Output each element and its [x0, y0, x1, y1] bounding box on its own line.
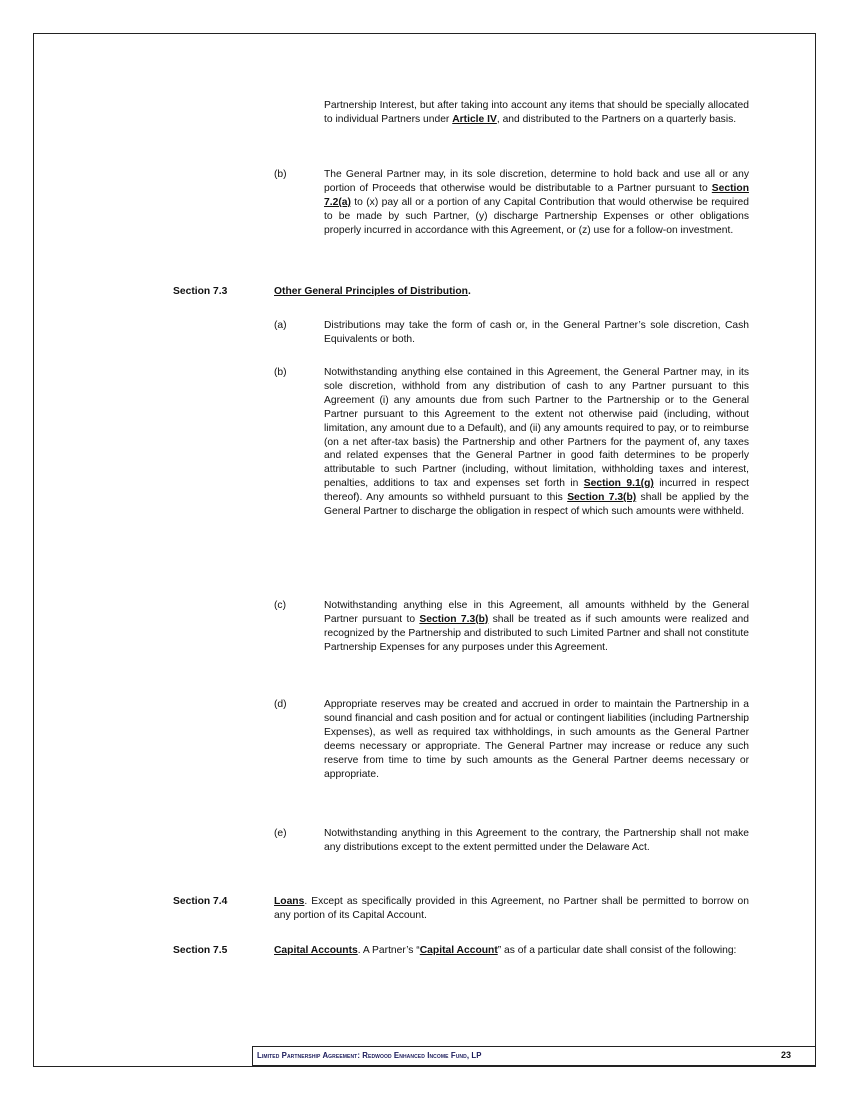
section-title: Other General Principles of Distribution — [274, 286, 468, 297]
section-number: Section 7.3 — [173, 286, 228, 297]
clause-label: (d) — [274, 699, 287, 710]
page-number: 23 — [780, 1050, 791, 1060]
clause-label: (a) — [274, 320, 287, 331]
section-ref[interactable]: Section 9.1(g) — [583, 478, 654, 490]
clause-text: The General Partner may, in its sole discretion, determine to hold back and use all or any portion of Proceeds that otherwise would be distributable to a Partner pursuant to Section 7.2(a) to (x) pay all or a portion of any Capital Contribution that would otherwise be required to be made by such Partner, (y) discharge Partnership Expenses or other obligations properly incurred in accordance with this Agreement, or (z) use for a follow-on investment. — [324, 169, 749, 236]
section-number: Section 7.4 — [173, 896, 228, 907]
clause-label: (b) — [274, 367, 287, 378]
clause-text: Distributions may take the form of cash or, in the General Partner’s sole discretion, Cash Equivalents or both. — [324, 320, 749, 345]
section-ref[interactable]: Section 7.2(a) — [324, 182, 749, 208]
section-ref[interactable]: Section 7.3(b) — [567, 492, 637, 504]
clause-label: (c) — [274, 600, 287, 611]
clause-text: Notwithstanding anything else in this Agreement, all amounts withheld by the General Partner pursuant to Section 7.3(b) shall be treated as if such amounts were realized and recognized by the Partnership and distributed to such Limited Partner and shall not constitute Partnership Expenses for any purposes under this Agreement. — [324, 600, 749, 653]
section-heading: Other General Principles of Distribution. — [274, 286, 471, 297]
article-ref[interactable]: Article IV — [452, 113, 497, 125]
section-body: Capital Accounts. A Partner’s “Capital Account” as of a particular date shall consist of the following: — [274, 945, 737, 956]
clause-text: Notwithstanding anything in this Agreement to the contrary, the Partnership shall not make any distributions except to the extent permitted under the Delaware Act. — [324, 828, 749, 853]
page-footer — [252, 1046, 816, 1066]
footer-title: Limited Partnership Agreement: Redwood Enhanced Income Fund, LP — [257, 1051, 482, 1060]
clause-label: (b) — [274, 169, 287, 180]
defined-term: Capital Account — [419, 945, 498, 956]
clause-label: (e) — [274, 828, 287, 839]
section-title: Capital Accounts — [274, 945, 358, 956]
paragraph-continuation: Partnership Interest, but after taking into account any items that should be specially allocated to individual Partners under Article IV, and distributed to the Partners on a quarterly basis. — [324, 100, 749, 125]
section-number: Section 7.5 — [173, 945, 228, 956]
section-ref[interactable]: Section 7.3(b) — [419, 613, 489, 625]
clause-text: Notwithstanding anything else contained in this Agreement, the General Partner may, in its sole discretion, withhold from any distribution of cash to any Partner pursuant to this Agreement (i) any amounts due from such Partner to the Partnership or to the General Partner pursuant to this Agreement to the extent not otherwise paid (including, without limitation, any amount due to a Default), and (ii) any amounts required to pay, or to reimburse (on a net after-tax basis) the Partnership and other Partners for the payment of, any taxes and related expenses that the General Partner in good faith determines to be properly attributable to such Partner (including, without limitation, withholding taxes and interest, penalties, additions to tax and expenses set forth in Section 9.1(g) incurred in respect thereof). Any amounts so withheld pursuant to this Section 7.3(b) shall be applied by the General Partner to discharge the obligation in respect of which such amounts were withheld. — [324, 367, 749, 518]
section-body: Loans. Except as specifically provided in this Agreement, no Partner shall be permitted to borrow on any portion of its Capital Account. — [274, 896, 749, 921]
section-title: Loans — [274, 896, 305, 907]
clause-text: Appropriate reserves may be created and accrued in order to maintain the Partnership in a sound financial and cash position and for actual or contingent liabilities (including Partnership Expenses), as well as required tax withholdings, in such amounts as the General Partner deems necessary or appropriate. The General Partner may increase or reduce any such reserve from time to time by such amounts as the General Partner deems necessary or appropriate. — [324, 699, 749, 780]
